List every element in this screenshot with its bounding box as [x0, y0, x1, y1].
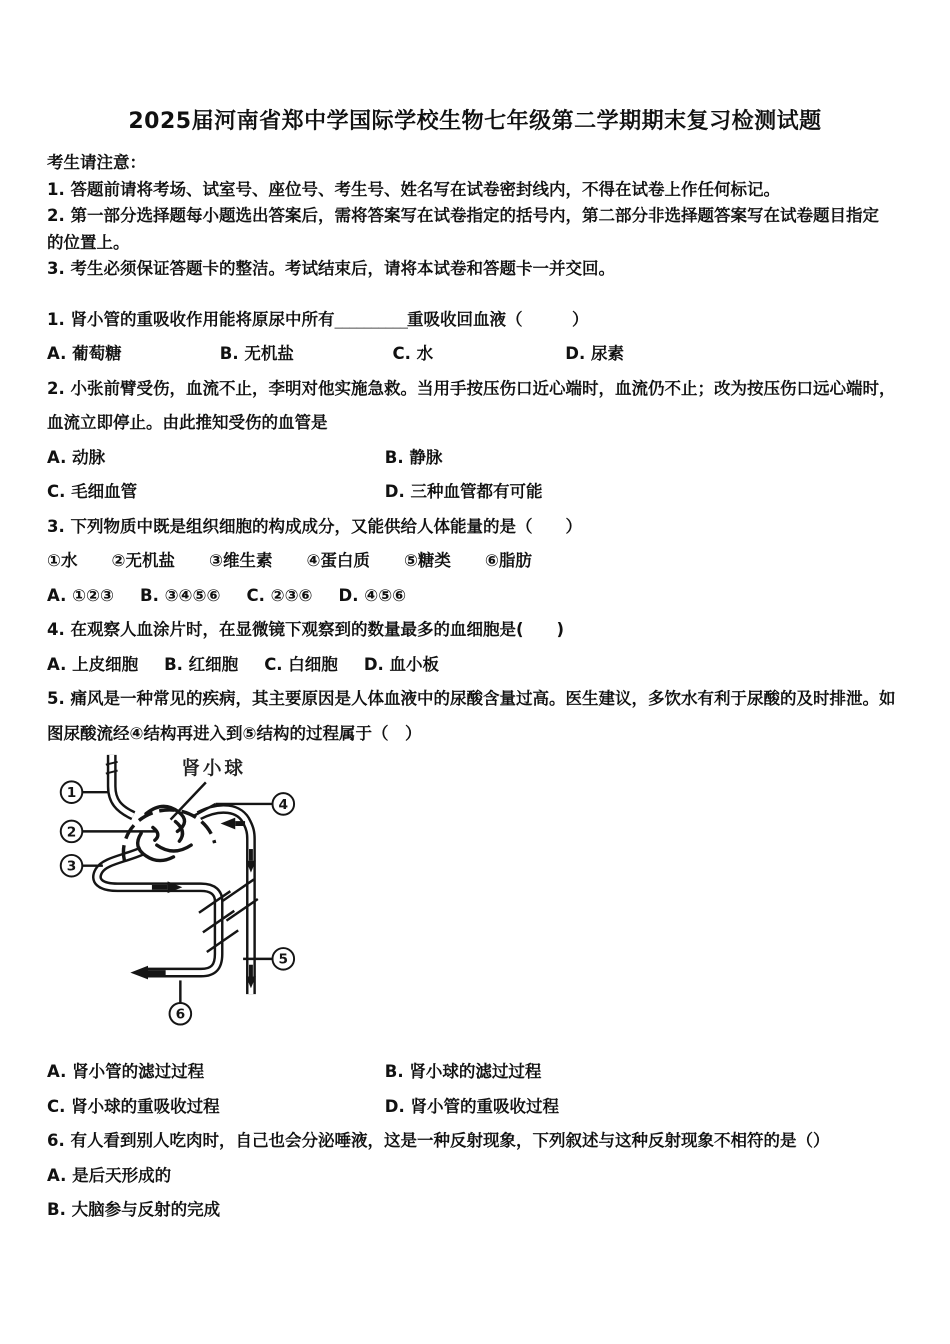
question-3-item-5: ⑤糖类 [403, 551, 451, 570]
question-5-option-c: C. 肾小球的重吸收过程 [47, 1096, 220, 1116]
notice-line-3: 3. 考生必须保证答题卡的整洁。考试结束后，请将本试卷和答题卡一并交回。 [47, 259, 615, 278]
callout-1 [61, 781, 108, 803]
notice-heading: 考生请注意： [47, 153, 146, 172]
question-1-option-a: A. 葡萄糖 [47, 344, 122, 363]
question-6-option-b: B. 大脑参与反射的完成 [47, 1200, 221, 1219]
question-3-option-c: C. ②③⑥ [246, 585, 313, 605]
question-1-options [47, 337, 903, 372]
question-6-option-a: A. 是后天形成的 [47, 1165, 172, 1185]
callout-4-number: 4 [278, 796, 289, 813]
question-1-stem-pre: 1. 肾小管的重吸收作用能将原尿中所有 [47, 309, 335, 329]
question-4-option-d: D. 血小板 [363, 654, 440, 674]
question-3-option-b: B. ③④⑤⑥ [140, 585, 221, 605]
question-4-option-a: A. 上皮细胞 [47, 654, 139, 674]
question-2-options-row-2 [47, 475, 903, 510]
question-5-stem-line-1: 5. 痛风是一种常见的疾病，其主要原因是人体血液中的尿酸含量过高。医生建议，多饮水有利于尿酸的及时排泄。如 [47, 689, 896, 708]
question-5-options-row-2 [47, 1090, 903, 1125]
callout-2-number: 2 [66, 824, 77, 841]
notice-section [0, 150, 950, 283]
question-2-stem-line-2: 血流立即停止。由此推知受伤的血管是 [47, 413, 328, 432]
question-4-option-c: C. 白细胞 [264, 654, 338, 674]
question-5-option-d: D. 肾小管的重吸收过程 [384, 1096, 559, 1116]
question-3-option-d: D. ④⑤⑥ [338, 585, 407, 605]
question-4-options [47, 648, 903, 683]
questions-section [0, 303, 950, 1228]
question-2-stem-line-1: 2. 小张前臂受伤，血流不止，李明对他实施急救。当用手按压伤口近心端时，血流仍不止；改为按压伤口远心端时， [47, 378, 896, 398]
callout-1-number: 1 [66, 785, 77, 802]
question-4-option-b: B. 红细胞 [164, 654, 239, 674]
question-5-options-row-1 [47, 1055, 903, 1090]
nephron-diagram [53, 751, 343, 1051]
page-title: 2025届河南省郑中学国际学校生物七年级第二学期期末复习检测试题 [128, 109, 822, 134]
question-5-stem-line-2: 图尿酸流经④结构再进入到⑤结构的过程属于（ ） [47, 723, 422, 743]
glomerulus-label: 肾小球 [181, 758, 246, 780]
notice-line-2-cont: 的位置上。 [47, 232, 130, 252]
question-3-option-a: A. ①②③ [47, 585, 114, 605]
callout-3-number: 3 [66, 858, 77, 875]
notice-line-1: 1. 答题前请将考场、试室号、座位号、考生号、姓名写在试卷密封线内，不得在试卷上作任何标记。 [47, 179, 780, 199]
question-2-options-row-1 [47, 441, 903, 476]
nephron-figure [53, 751, 903, 1055]
question-2-option-b: B. 静脉 [384, 447, 443, 467]
question-2-option-a: A. 动脉 [47, 447, 106, 467]
question-1-option-c: C. 水 [392, 344, 434, 363]
question-1-option-d: D. 尿素 [565, 344, 624, 363]
question-1-stem [47, 303, 903, 338]
callout-2 [61, 821, 158, 843]
afferent-tube [106, 755, 133, 816]
callout-6-number: 6 [175, 1006, 186, 1023]
question-5-option-b: B. 肾小球的滤过过程 [384, 1062, 542, 1081]
renal-tubule [97, 851, 219, 979]
question-3-item-6: ⑥脂肪 [484, 551, 532, 570]
question-3-item-2: ②无机盐 [111, 551, 175, 570]
question-1-option-b: B. 无机盐 [219, 344, 294, 363]
question-2-option-d: D. 三种血管都有可能 [384, 482, 543, 501]
question-3-options [47, 579, 903, 614]
question-1-answer-blank: __________ [334, 309, 407, 329]
question-6-stem: 6. 有人看到别人吃肉时，自己也会分泌唾液，这是一种反射现象，下列叙述与这种反射现象不相符的是（） [47, 1131, 830, 1150]
question-1-stem-post: 重吸收回血液（ ） [407, 309, 589, 329]
question-3-items [47, 544, 903, 579]
question-3-stem: 3. 下列物质中既是组织细胞的构成成分，又能供给人体能量的是（ ） [47, 516, 582, 536]
question-2-option-c: C. 毛细血管 [47, 482, 138, 501]
question-3-item-1: ①水 [47, 551, 78, 570]
question-5-option-a: A. 肾小管的滤过过程 [47, 1062, 205, 1081]
question-3-item-3: ③维生素 [208, 551, 273, 570]
question-3-item-4: ④蛋白质 [306, 551, 370, 570]
question-4-stem: 4. 在观察人血涂片时，在显微镜下观察到的数量最多的血细胞是( ) [47, 620, 565, 639]
callout-5-number: 5 [278, 951, 289, 968]
notice-line-2: 2. 第一部分选择题每小题选出答案后，需将答案写在试卷指定的括号内，第二部分非选择题答案写在试卷题目指定 [47, 206, 879, 225]
collecting-tube [199, 809, 256, 994]
callout-6 [170, 980, 192, 1024]
